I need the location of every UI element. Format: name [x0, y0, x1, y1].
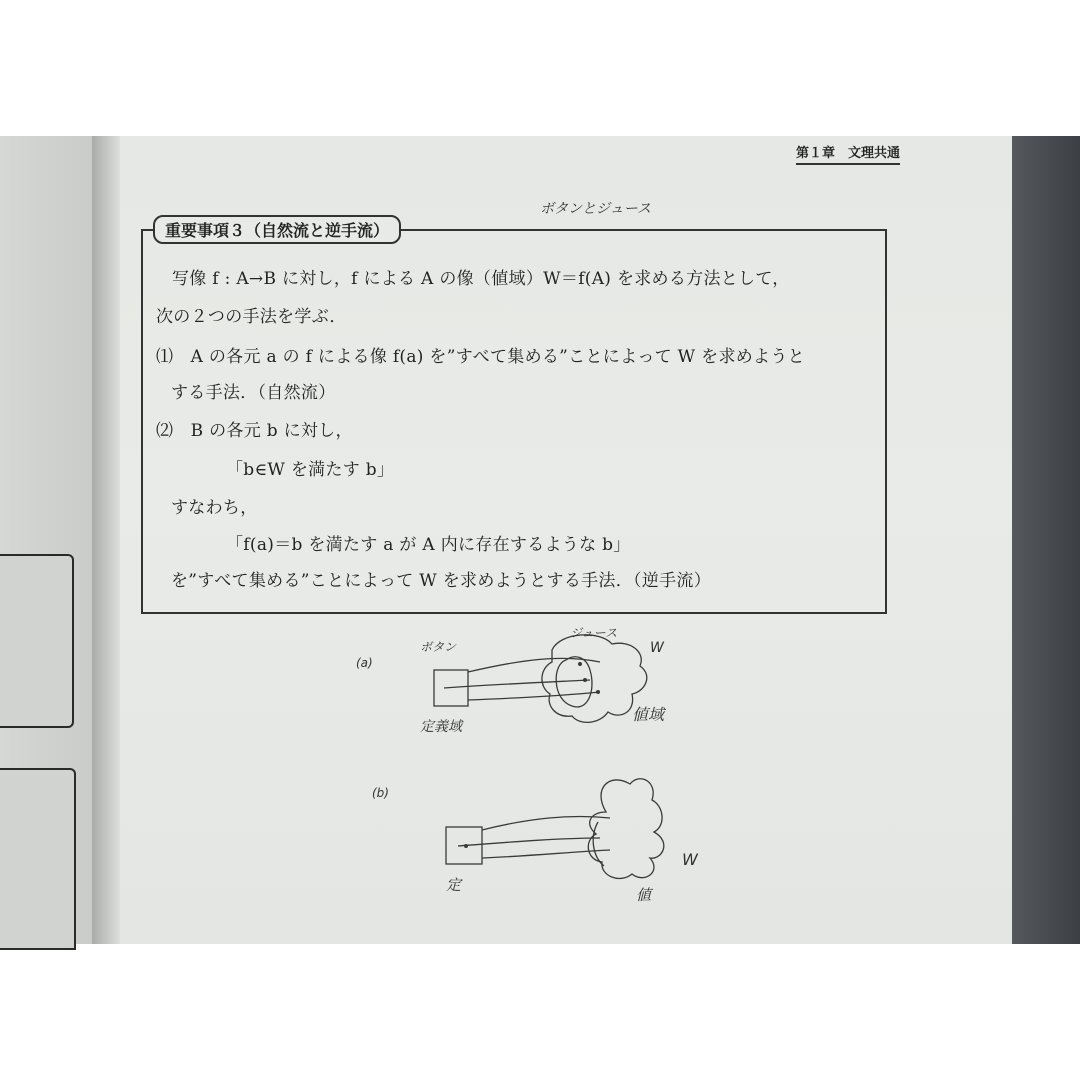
body-line: を”すべて集める”ことによって W を求めようとする手法．（逆手流） [171, 571, 712, 591]
body-line: ⑵ B の各元 b に対し， [156, 421, 353, 441]
body-line: すなわち， [171, 498, 258, 518]
handwritten-note: 値 [636, 886, 652, 904]
mapping-arrow [482, 850, 610, 858]
chapter-header: 第１章 文理共通 [796, 142, 900, 165]
handwritten-note: W [650, 640, 664, 656]
handwritten-note: 定 [446, 876, 462, 894]
handwritten-note: 定義域 [420, 719, 462, 735]
figure-label: (b) [372, 786, 389, 800]
handwritten-note: ボタン [420, 640, 457, 654]
body-line: 「b∈W を満たす b」 [226, 460, 395, 480]
body-line: ⑴ A の各元 a の f による像 f(a) を”すべて集める”ことによって W を求めようと [156, 347, 805, 367]
mapping-arrow [468, 692, 600, 700]
box-title: 重要事項３（自然流と逆手流） [153, 215, 401, 244]
handwritten-note: 値域 [632, 705, 665, 724]
mapping-arrow [444, 680, 590, 688]
body-line: 「f(a)＝b を満たす a が A 内に存在するような b」 [226, 535, 631, 555]
body-line: 次の２つの手法を学ぶ． [156, 307, 347, 327]
handwritten-note: W [682, 850, 698, 869]
handwritten-note: ボタンとジュース [540, 201, 652, 217]
codomain-blob [588, 779, 664, 879]
handwritten-note: ジュース [570, 626, 618, 640]
body-line: 写像 f : A→B に対し，f による A の像（値域）W＝f(A) を求める方法として， [172, 269, 790, 289]
mapping-arrow [458, 838, 600, 846]
body-line: する手法．（自然流） [171, 383, 336, 403]
figure-label: (a) [356, 656, 373, 670]
